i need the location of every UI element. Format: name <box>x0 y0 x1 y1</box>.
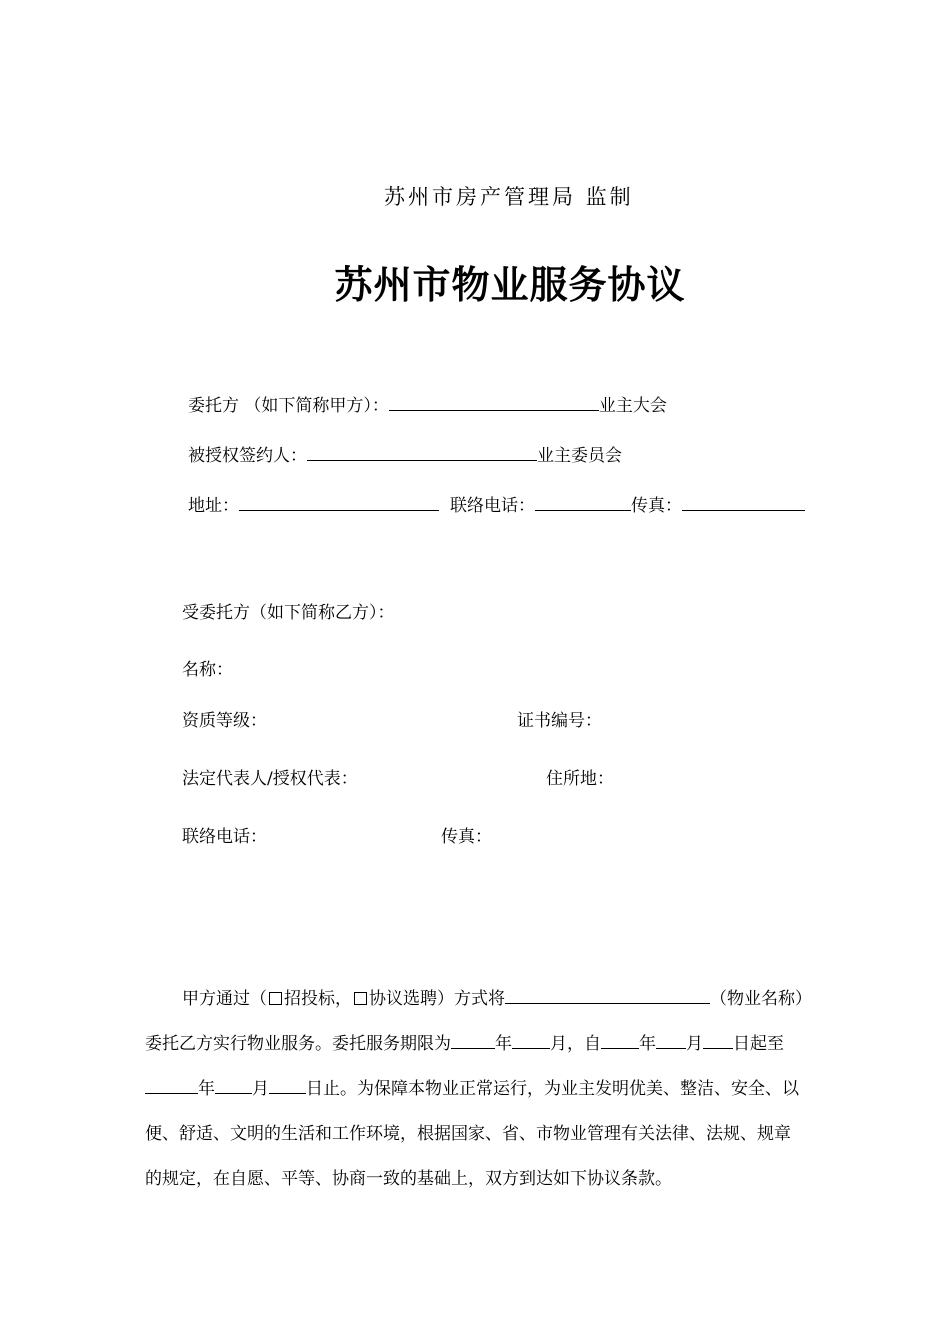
agreement-line-3: 年 月 日止。为保障本物业正常运行，为业主发明优美、整洁、安全、以 <box>145 1067 885 1112</box>
signatory-blank[interactable] <box>307 446 537 461</box>
party-b-fax-label: 传真： <box>441 827 492 847</box>
qualification-label: 资质等级： <box>182 711 267 731</box>
client-blank[interactable] <box>389 396 599 411</box>
agreement-line-1: 甲方通过（ 招投标， 协议选聘）方式将 （物业名称） <box>182 989 812 1009</box>
party-a-fax-blank[interactable] <box>682 496 805 511</box>
party-a-phone-label: 联络电话： <box>450 496 535 516</box>
address-blank[interactable] <box>239 496 439 511</box>
agreement-line-5: 的规定，在自愿、平等、协商一致的基础上，双方到达如下协议条款。 <box>145 1169 672 1189</box>
certificate-label: 证书编号： <box>517 711 602 731</box>
client-suffix: 业主大会 <box>598 396 667 416</box>
end-year-blank[interactable] <box>145 1079 198 1094</box>
start-day-blank[interactable] <box>703 1034 733 1049</box>
end-day-blank[interactable] <box>269 1079 306 1094</box>
start-month-blank[interactable] <box>656 1034 686 1049</box>
party-a-phone-blank[interactable] <box>535 496 631 511</box>
address-label: 地址： <box>188 496 239 516</box>
agreement-line-2: 委托乙方实行物业服务。委托服务期限为 年 月，自 年 月 日起至 <box>145 1034 784 1054</box>
client-label: 委托方 （如下简称甲方）： <box>188 396 389 416</box>
document-title: 苏州市物业服务协议 <box>334 263 686 307</box>
signatory-label: 被授权签约人： <box>188 446 307 466</box>
end-month-blank[interactable] <box>215 1079 252 1094</box>
signatory-line <box>188 446 622 465</box>
party-b-heading: 受委托方（如下简称乙方）： <box>182 603 395 623</box>
term-months-blank[interactable] <box>512 1034 550 1049</box>
property-name-blank[interactable] <box>505 989 710 1004</box>
agreement-line-4: 便、舒适、文明的生活和工作环境，根据国家、省、市物业管理有关法律、法规、规章 <box>145 1124 791 1144</box>
residence-label: 住所地： <box>546 769 614 789</box>
signatory-suffix: 业主委员会 <box>537 446 622 466</box>
agreement-selection-checkbox[interactable] <box>354 992 367 1005</box>
party-b-phone-label: 联络电话： <box>182 827 267 847</box>
address-line <box>188 496 805 515</box>
tender-checkbox[interactable] <box>269 992 282 1005</box>
term-years-blank[interactable] <box>451 1034 495 1049</box>
party-a-fax-label: 传真： <box>631 496 682 516</box>
legal-rep-label: 法定代表人/授权代表： <box>182 769 358 789</box>
party-b-name-label: 名称： <box>182 660 233 680</box>
supervisor-line: 苏州市房产管理局 监制 <box>384 185 634 209</box>
agreement-paragraph <box>145 977 885 1202</box>
client-line <box>188 396 667 415</box>
start-year-blank[interactable] <box>601 1034 639 1049</box>
